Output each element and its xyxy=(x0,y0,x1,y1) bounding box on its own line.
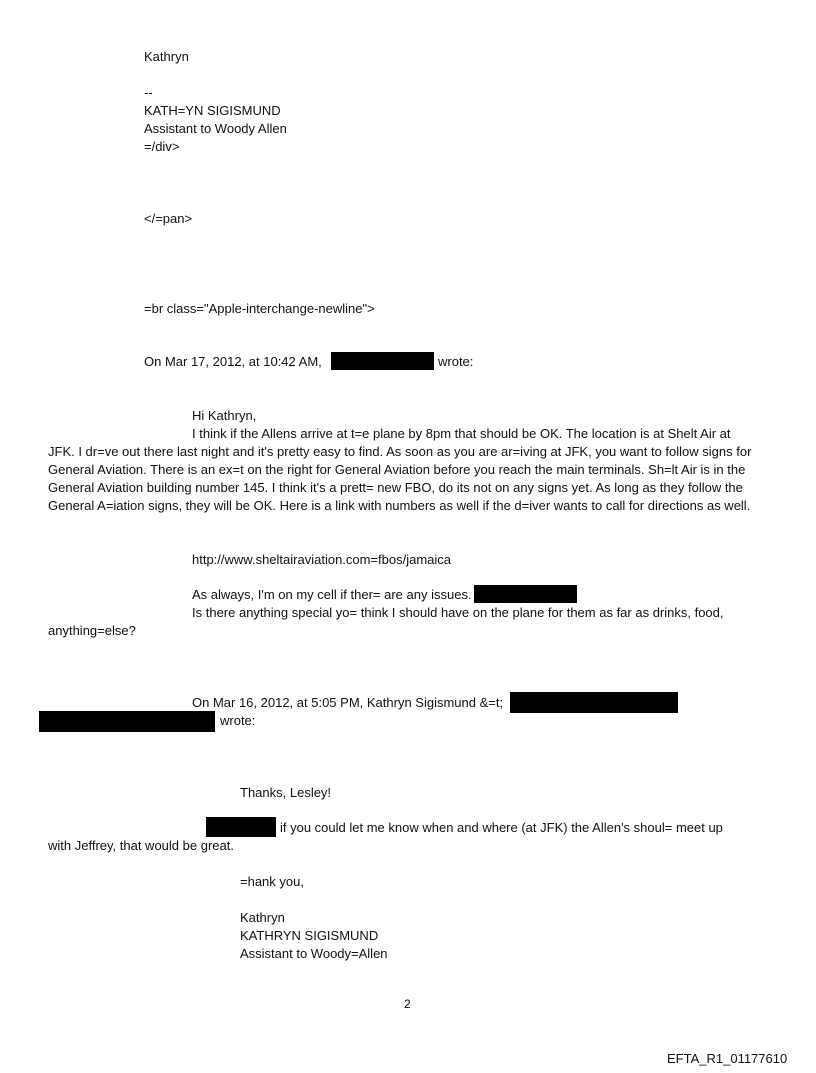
email1-body-paragraph: JFK. I dr=ve out there last night and it's pretty easy to find. As soon as you are ar=iving at JFK, you want to follow signs for General Aviation. There is an ex=t on the right for General Aviation before you reach the main terminals. Sh=lt Air is in the General Aviation building number 145. I think it's a prett= new FBO, do its not on any signs yet. As long as they follow the General A=iation signs, they will be OK. Here is a link with numbers as well if the d=iver wants to call for directions as well. xyxy=(48,444,752,513)
email1-header-suffix: wrote: xyxy=(438,354,474,369)
signature-dashes: -- xyxy=(144,85,153,100)
email2-signature-name-caps: KATHRYN SIGISMUND xyxy=(240,928,379,943)
email1-link: http://www.sheltairaviation.com=fbos/jamaica xyxy=(192,552,452,567)
page-number: 2 xyxy=(404,997,411,1011)
email1-header-prefix: On Mar 17, 2012, at 10:42 AM, xyxy=(144,354,322,369)
redaction-box xyxy=(510,692,678,713)
email2-request-rest: with Jeffrey, that would be great. xyxy=(48,838,234,853)
signature-name-caps: KATH=YN SIGISMUND xyxy=(144,103,281,118)
email2-signature-title: Assistant to Woody=Allen xyxy=(240,946,388,961)
email1-greeting: Hi Kathryn, xyxy=(192,408,257,423)
signature-name: Kathryn xyxy=(144,49,189,64)
html-div-tag: =/div> xyxy=(144,139,180,154)
email2-signature-name: Kathryn xyxy=(240,910,285,925)
email2-thanks: Thanks, Lesley! xyxy=(240,785,332,800)
redaction-box xyxy=(474,585,577,603)
email2-header-suffix: wrote: xyxy=(220,713,256,728)
redaction-box xyxy=(206,817,276,837)
email2-thank-you: =hank you, xyxy=(240,874,304,889)
html-br-tag: =br class="Apple-interchange-newline"> xyxy=(144,301,375,316)
redaction-box xyxy=(331,352,434,370)
email1-question-first-line: Is there anything special yo= think I should have on the plane for them as far as drinks, food, xyxy=(192,605,724,620)
redaction-box xyxy=(39,711,215,732)
email1-cell-line: As always, I'm on my cell if ther= are any issues. xyxy=(192,587,472,602)
email1-body-first-line: I think if the Allens arrive at t=e plane by 8pm that should be OK. The location is at Shelt Air at xyxy=(192,426,731,441)
signature-title: Assistant to Woody Allen xyxy=(144,121,287,136)
bates-number: EFTA_R1_01177610 xyxy=(667,1051,788,1066)
html-span-tag: </=pan> xyxy=(144,211,193,226)
email1-question-rest: anything=else? xyxy=(48,623,136,638)
email2-request-first-line: if you could let me know when and where (at JFK) the Allen's shoul= meet up xyxy=(280,820,723,835)
email2-header-prefix: On Mar 16, 2012, at 5:05 PM, Kathryn Sigismund &=t; xyxy=(192,695,504,710)
